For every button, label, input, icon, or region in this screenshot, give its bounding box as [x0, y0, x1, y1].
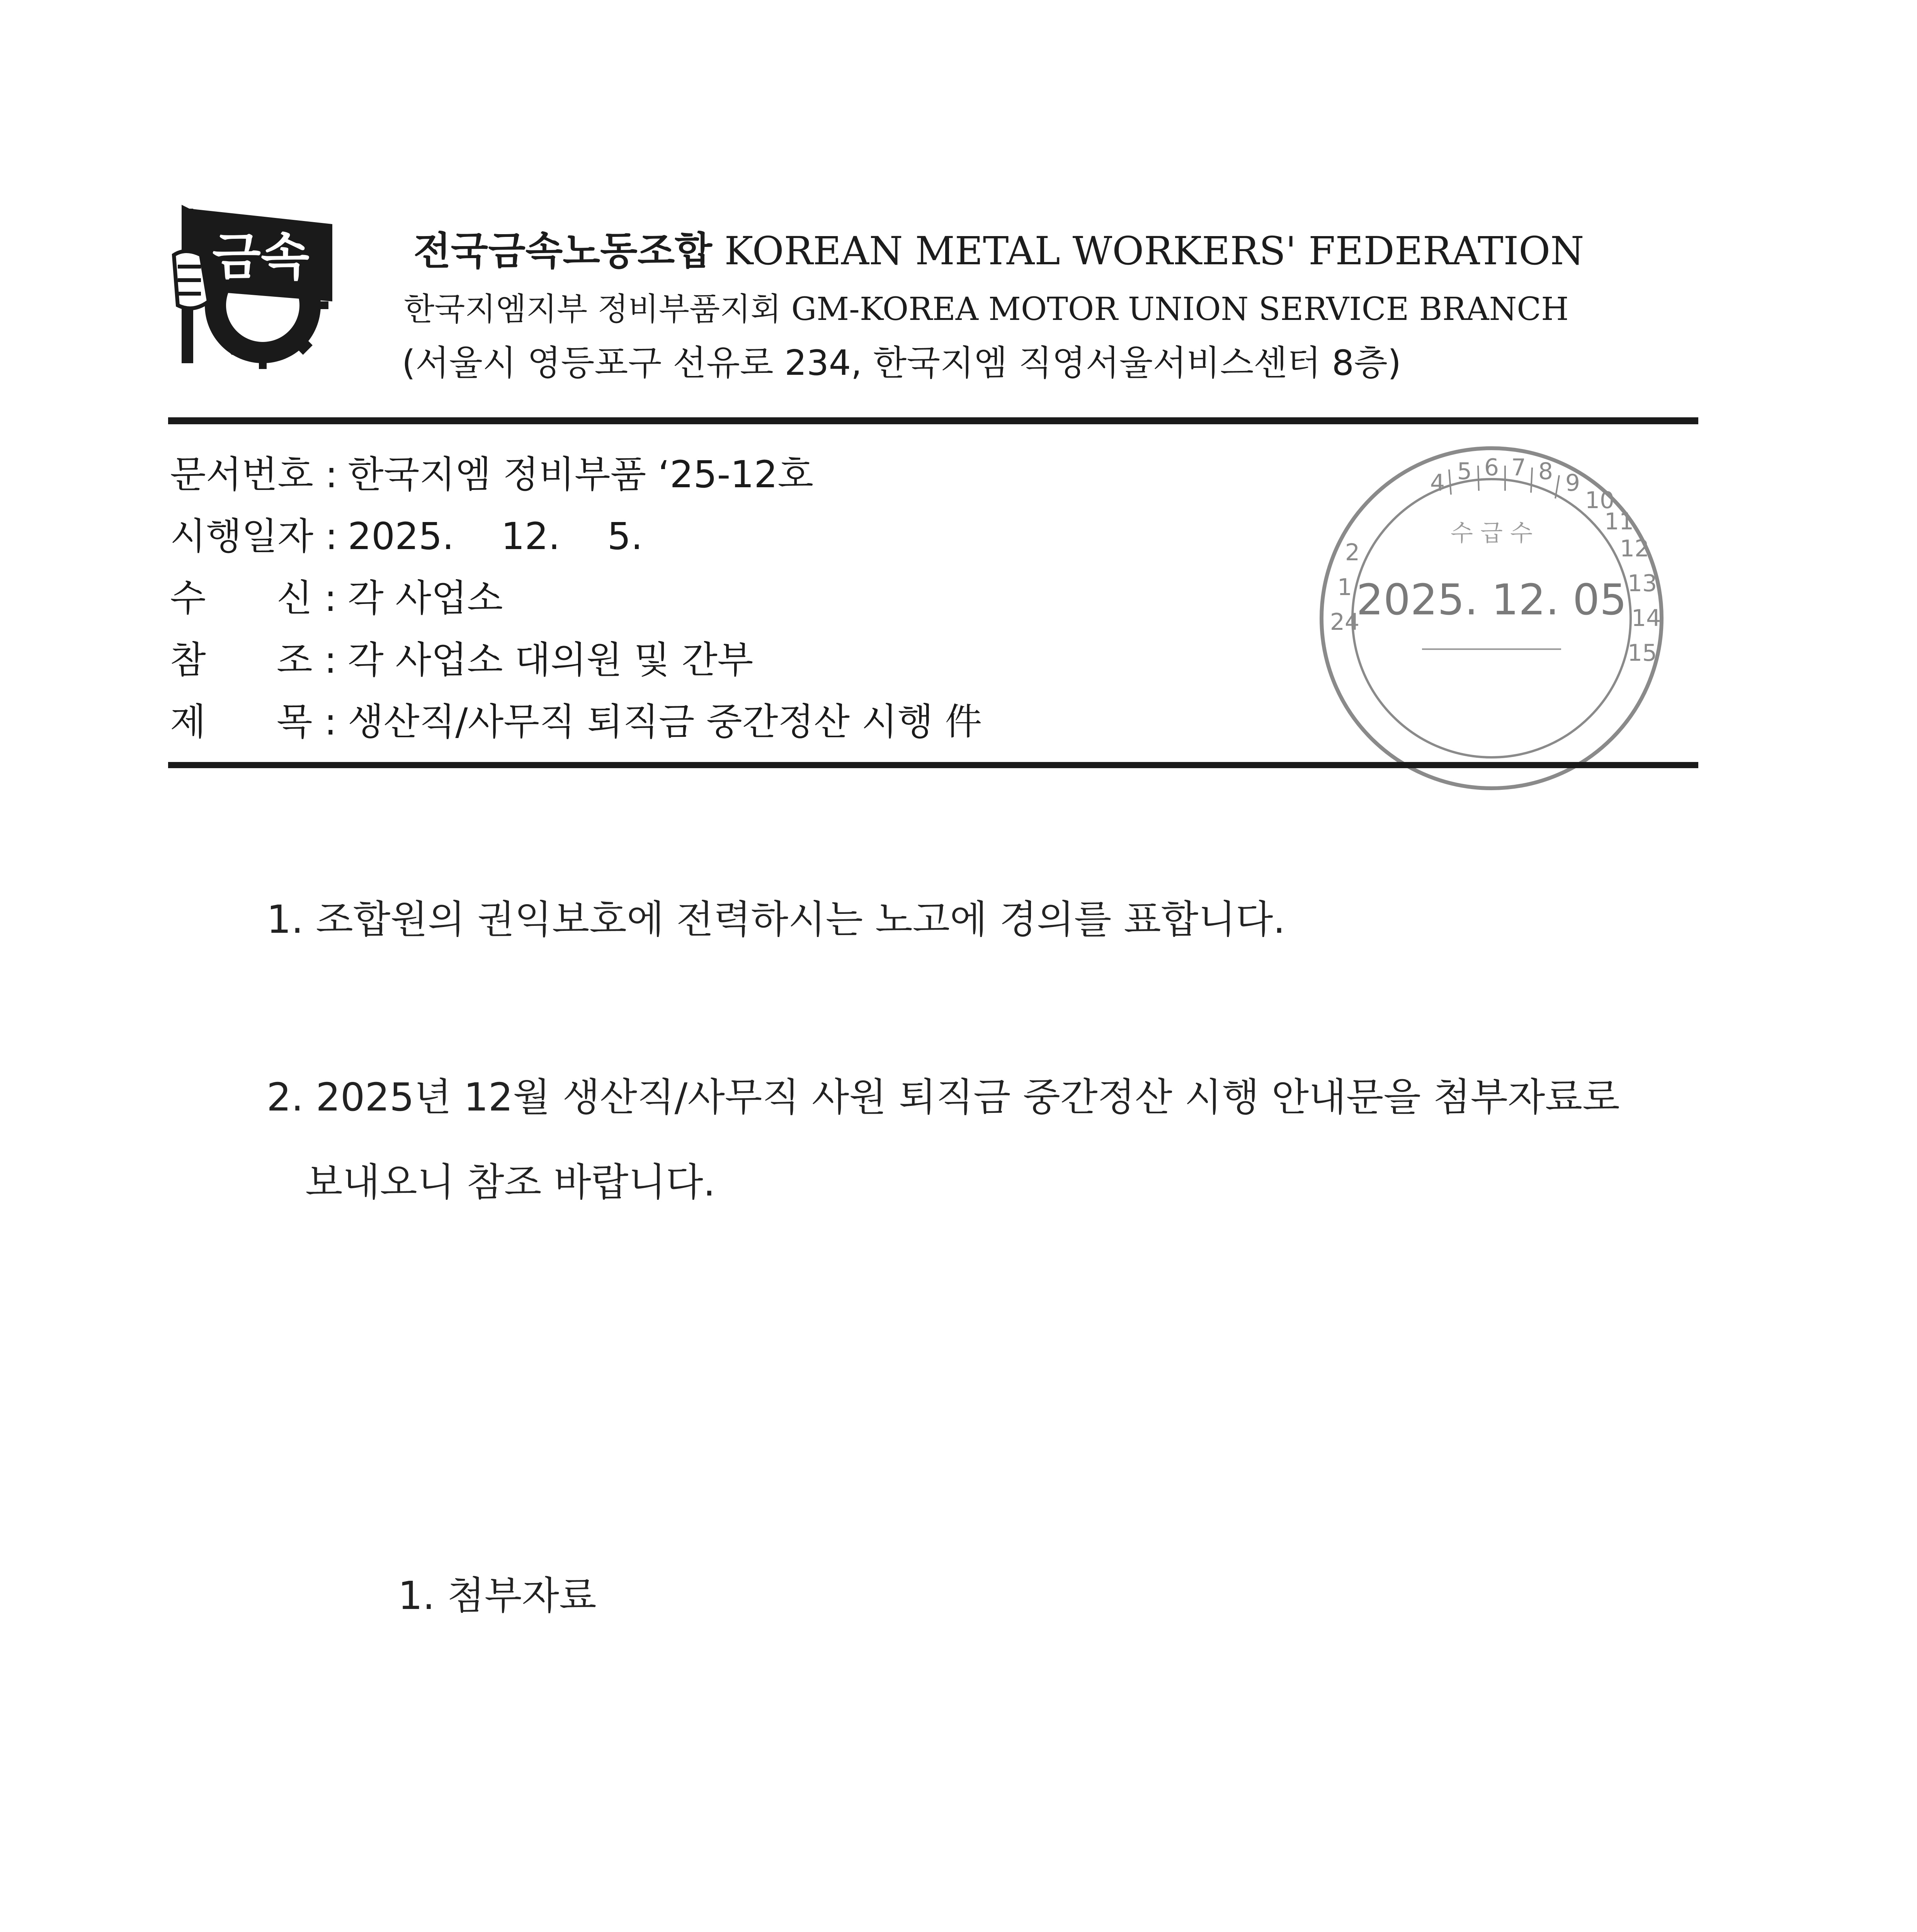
- header-address: (서울시 영등포구 선유로 234, 한국지엠 직영서울서비스센터 8층): [402, 343, 1402, 383]
- meta-label: 문서번호 :: [170, 453, 338, 496]
- received-date-stamp-icon: [1306, 433, 1677, 804]
- meta-value: 각 사업소 대의원 및 간부: [348, 638, 754, 682]
- meta-value: 생산직/사무직 퇴직금 중간정산 시행 件: [348, 700, 982, 743]
- svg-text:24: 24: [1330, 609, 1360, 636]
- svg-text:11: 11: [1604, 508, 1634, 535]
- svg-text:6: 6: [1484, 454, 1499, 481]
- attachment-item: 1. 첨부자료: [398, 1573, 597, 1618]
- stamp-date: 2025. 12. 05: [1356, 575, 1627, 624]
- header-rule-top: [168, 417, 1698, 424]
- meta-label: 시행일자 :: [170, 515, 338, 558]
- union-name-korean: 전국금속노동조합: [413, 228, 712, 274]
- meta-label: 수 신 :: [170, 577, 337, 620]
- header-rule-bottom: [168, 762, 1698, 768]
- meta-reference: [170, 638, 754, 682]
- meta-doc-number: [170, 453, 814, 496]
- svg-text:5: 5: [1457, 458, 1472, 485]
- meta-subject: [170, 700, 982, 743]
- svg-text:7: 7: [1511, 454, 1526, 481]
- meta-label: 제 목 :: [170, 700, 337, 743]
- svg-text:9: 9: [1565, 469, 1580, 497]
- body-paragraph-2-line-1: 2. 2025년 12월 생산직/사무직 사원 퇴직금 중간정산 시행 안내문을 첨부자료로: [267, 1075, 1620, 1120]
- union-name-english: KOREAN METAL WORKERS' FEDERATION: [724, 228, 1584, 274]
- meta-value: 각 사업소: [348, 577, 503, 620]
- svg-text:금속: 금속: [212, 228, 310, 286]
- svg-text:12: 12: [1619, 535, 1650, 562]
- svg-text:10: 10: [1585, 487, 1615, 514]
- body-paragraph-1: 1. 조합원의 권익보호에 전력하시는 노고에 경의를 표합니다.: [267, 897, 1286, 942]
- meta-label: 참 조 :: [170, 638, 337, 682]
- svg-text:수 급 수: 수 급 수: [1450, 520, 1533, 547]
- svg-text:14: 14: [1631, 605, 1661, 632]
- svg-text:15: 15: [1627, 639, 1657, 667]
- header-line-2: [404, 291, 1569, 328]
- meta-recipient: [170, 577, 503, 620]
- svg-text:4: 4: [1430, 469, 1445, 497]
- svg-text:1: 1: [1337, 574, 1352, 601]
- branch-name-english: GM-KOREA MOTOR UNION SERVICE BRANCH: [791, 291, 1569, 328]
- svg-text:8: 8: [1538, 458, 1553, 485]
- meta-value: 한국지엠 정비부품 ‘25-12호: [348, 453, 814, 496]
- body-paragraph-2-line-2: 보내오니 참조 바랍니다.: [305, 1160, 716, 1205]
- svg-text:13: 13: [1627, 570, 1657, 597]
- meta-date: [170, 515, 643, 558]
- header-line-1: [413, 228, 1584, 274]
- svg-text:2: 2: [1345, 539, 1360, 566]
- union-logo-icon: [166, 193, 344, 371]
- meta-value: 2025. 12. 5.: [348, 515, 643, 558]
- branch-name-korean: 한국지엠지부 정비부품지회: [404, 291, 781, 328]
